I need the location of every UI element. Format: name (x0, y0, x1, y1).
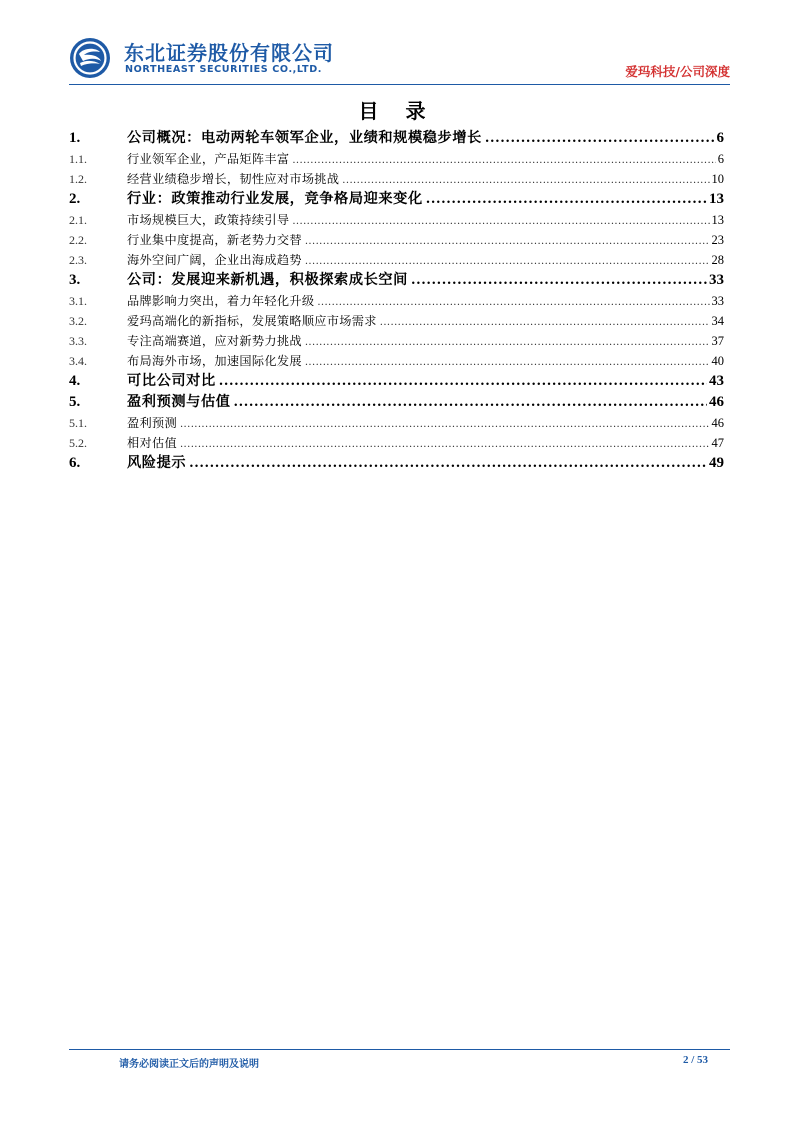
toc-entry-page: 33 (709, 272, 724, 288)
toc-entry-label: 品牌影响力突出，着力年轻化升级 (127, 294, 315, 308)
toc-entry-number: 4. (69, 373, 81, 389)
toc-entry-page: 23 (711, 233, 724, 247)
toc-entry-page: 33 (711, 294, 724, 308)
northeast-securities-logo-icon (69, 37, 111, 79)
toc-entry-label: 经营业绩稳步增长，韧性应对市场挑战 (127, 172, 340, 186)
toc-entry[interactable] (69, 349, 724, 369)
toc-leader-dots (317, 296, 709, 306)
toc-entry-label: 公司：发展迎来新机遇，积极探索成长空间 (127, 272, 408, 288)
toc-leader-dots (292, 215, 709, 225)
toc-leader-dots (342, 174, 709, 184)
toc-entry-page: 13 (709, 191, 724, 207)
toc-entry-number: 1. (69, 130, 81, 146)
footer-disclaimer: 请务必阅读正文后的声明及说明 (119, 1059, 259, 1070)
toc-entry-number: 1.2. (69, 172, 87, 186)
toc-entry-page: 49 (709, 455, 724, 471)
toc-leader-dots (219, 377, 707, 387)
toc-entry-page: 6 (717, 152, 724, 166)
toc-entry[interactable] (69, 289, 724, 309)
toc-entry[interactable] (69, 147, 724, 167)
toc-entry-label: 风险提示 (127, 455, 187, 471)
toc-entry[interactable] (69, 126, 724, 147)
toc-leader-dots (485, 134, 715, 144)
table-of-contents (69, 126, 724, 472)
toc-entry-number: 3. (69, 272, 81, 288)
toc-entry-label: 公司概况：电动两轮车领军企业，业绩和规模稳步增长 (127, 130, 482, 146)
toc-entry-label: 相对估值 (127, 436, 177, 450)
company-name-en: NORTHEAST SECURITIES CO.,LTD. (125, 64, 323, 75)
toc-entry-label: 海外空间广阔，企业出海成趋势 (127, 253, 302, 267)
footer-divider (69, 1049, 730, 1050)
toc-entry-number: 3.3. (69, 334, 87, 348)
toc-leader-dots (305, 255, 710, 265)
toc-leader-dots (292, 154, 715, 164)
header-divider (69, 84, 730, 85)
toc-entry[interactable] (69, 309, 724, 329)
toc-leader-dots (305, 356, 710, 366)
toc-entry-page: 40 (711, 354, 724, 368)
toc-entry-page: 46 (709, 394, 724, 410)
toc-entry[interactable] (69, 248, 724, 268)
toc-entry[interactable] (69, 411, 724, 431)
toc-leader-dots (189, 459, 707, 469)
toc-leader-dots (305, 235, 710, 245)
toc-leader-dots (234, 398, 707, 408)
toc-entry-label: 布局海外市场，加速国际化发展 (127, 354, 302, 368)
toc-entry-label: 爱玛高端化的新指标，发展策略顺应市场需求 (127, 314, 377, 328)
toc-entry-page: 37 (711, 334, 724, 348)
toc-entry[interactable] (69, 187, 724, 208)
toc-entry-number: 3.1. (69, 294, 87, 308)
toc-entry-label: 盈利预测 (127, 416, 177, 430)
toc-entry-page: 46 (711, 416, 724, 430)
toc-leader-dots (305, 336, 710, 346)
toc-entry[interactable] (69, 167, 724, 187)
toc-entry-label: 专注高端赛道，应对新势力挑战 (127, 334, 302, 348)
toc-entry-page: 47 (711, 436, 724, 450)
toc-entry-number: 2. (69, 191, 81, 207)
toc-entry[interactable] (69, 228, 724, 248)
toc-entry-label: 市场规模巨大，政策持续引导 (127, 213, 290, 227)
toc-entry-page: 6 (716, 130, 724, 146)
toc-entry-label: 行业领军企业，产品矩阵丰富 (127, 152, 290, 166)
toc-entry[interactable] (69, 369, 724, 390)
toc-entry[interactable] (69, 451, 724, 472)
toc-entry-number: 6. (69, 455, 81, 471)
toc-entry-page: 10 (711, 172, 724, 186)
toc-leader-dots (411, 276, 707, 286)
report-tag: 爱玛科技/公司深度 (625, 64, 730, 79)
toc-entry-page: 28 (711, 253, 724, 267)
toc-entry-number: 5.2. (69, 436, 87, 450)
toc-entry-label: 行业集中度提高，新老势力交替 (127, 233, 302, 247)
toc-entry[interactable] (69, 329, 724, 349)
toc-leader-dots (180, 418, 710, 428)
toc-entry[interactable] (69, 390, 724, 411)
toc-entry-number: 1.1. (69, 152, 87, 166)
toc-entry-number: 5. (69, 394, 81, 410)
toc-leader-dots (180, 438, 710, 448)
toc-entry[interactable] (69, 268, 724, 289)
toc-entry-number: 2.1. (69, 213, 87, 227)
toc-entry-number: 3.4. (69, 354, 87, 368)
toc-entry-page: 34 (711, 314, 724, 328)
toc-leader-dots (380, 316, 710, 326)
toc-entry[interactable] (69, 431, 724, 451)
page-indicator: 2 / 53 (682, 1054, 708, 1066)
toc-entry-label: 可比公司对比 (127, 373, 216, 389)
toc-entry-page: 13 (711, 213, 724, 227)
toc-entry-label: 盈利预测与估值 (127, 394, 231, 410)
toc-entry-label: 行业：政策推动行业发展，竞争格局迎来变化 (127, 191, 423, 207)
page-header (69, 34, 730, 84)
toc-entry-number: 2.3. (69, 253, 87, 267)
toc-leader-dots (426, 195, 707, 205)
toc-entry-number: 2.2. (69, 233, 87, 247)
toc-entry-number: 5.1. (69, 416, 87, 430)
toc-entry-number: 3.2. (69, 314, 87, 328)
company-name-cn: 东北证券股份有限公司 (124, 41, 334, 65)
toc-title: 目 录 (358, 99, 436, 123)
toc-entry[interactable] (69, 208, 724, 228)
toc-entry-page: 43 (709, 373, 724, 389)
